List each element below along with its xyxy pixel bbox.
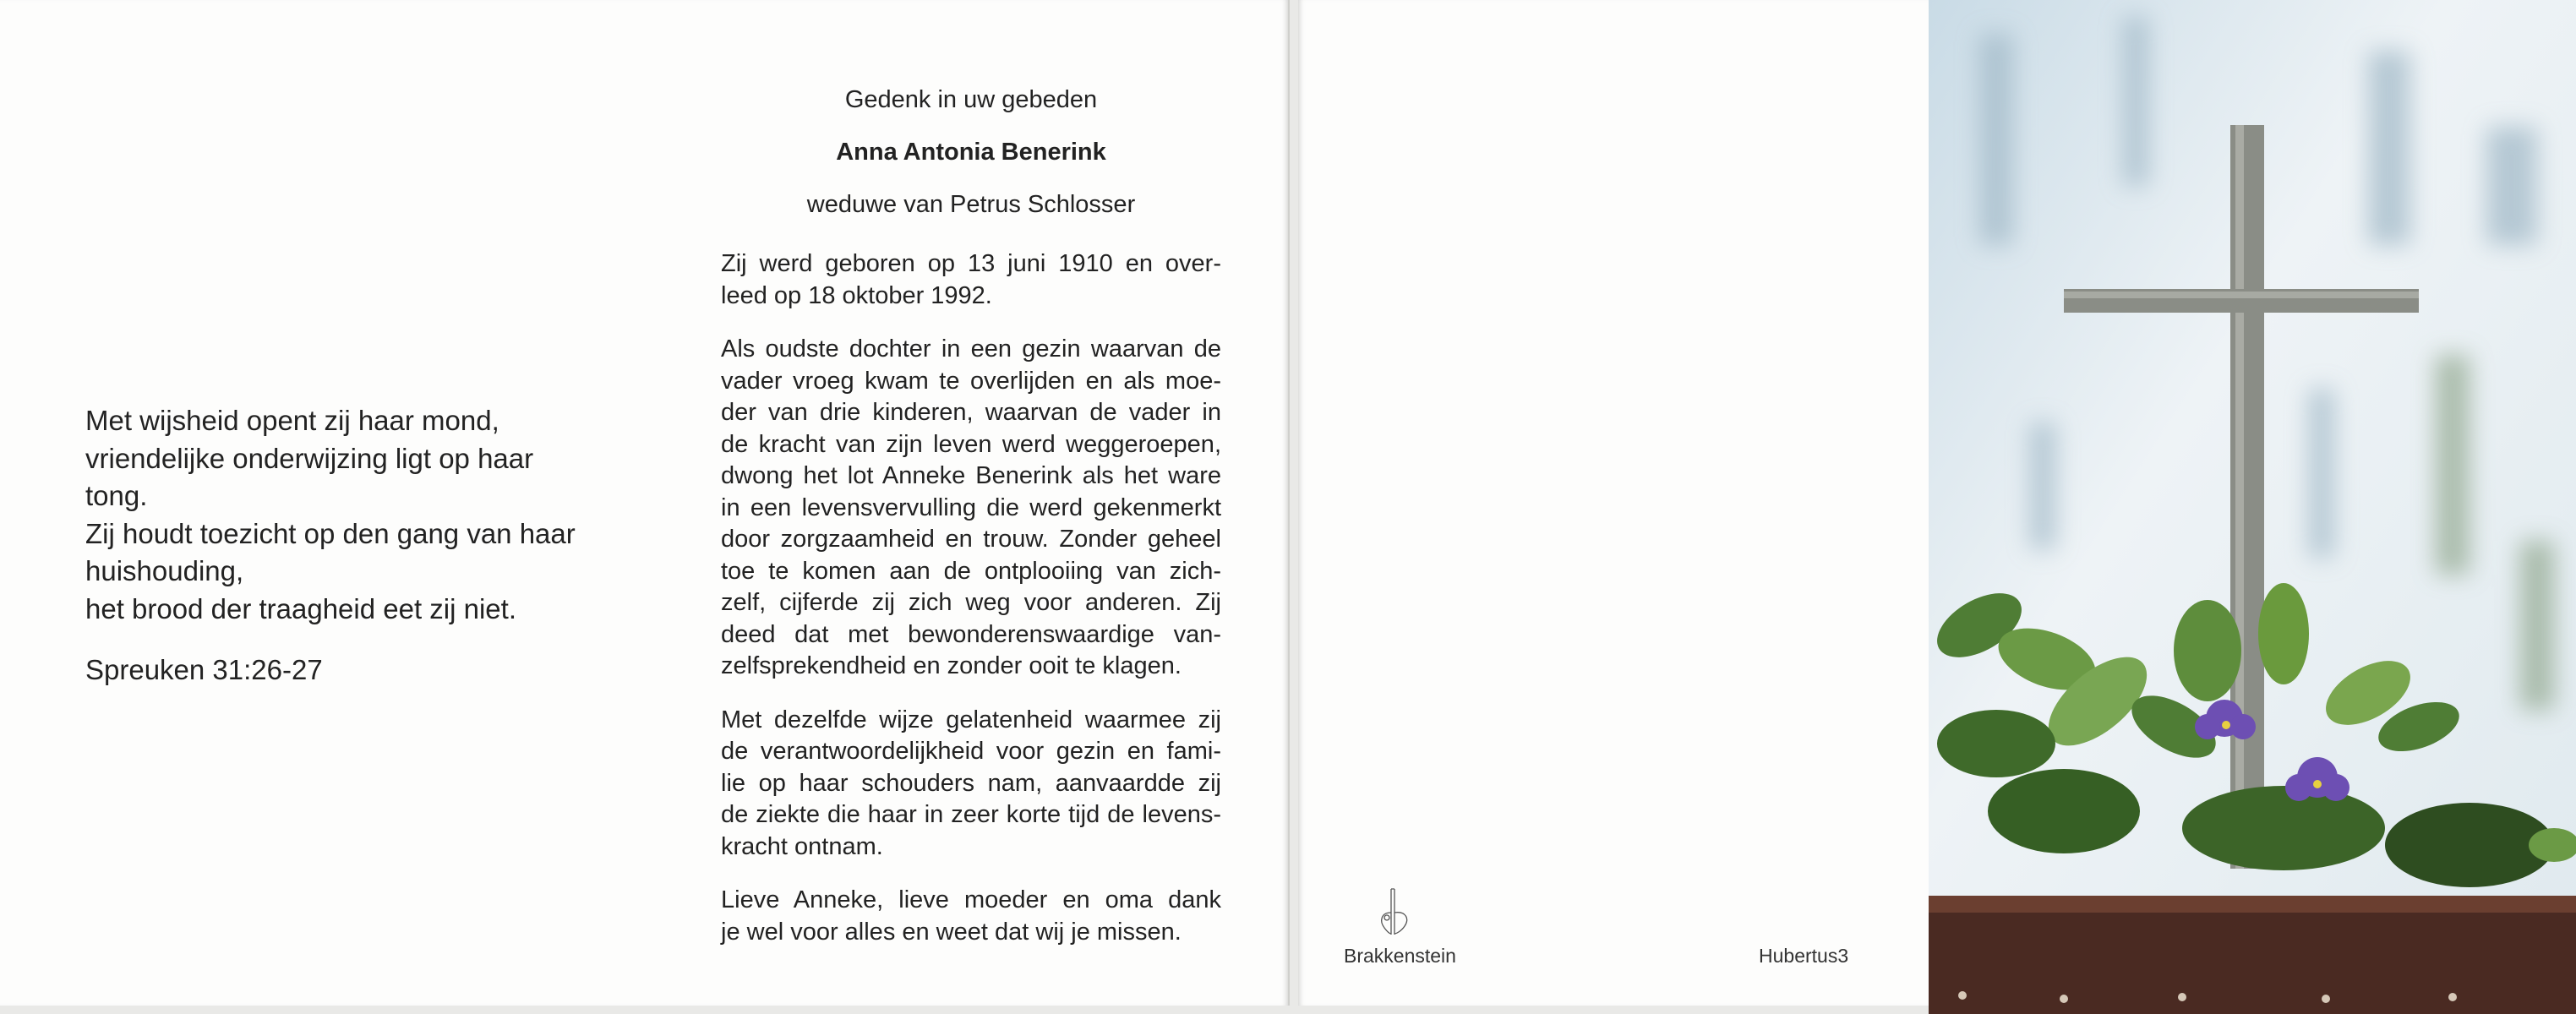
text-line: Zij werd geboren op 13 juni 1910 en over- xyxy=(721,250,1221,277)
paragraph-life xyxy=(721,334,1221,683)
publisher-name: Brakkenstein xyxy=(1344,945,1456,967)
text-line: zelfsprekendheid en zonder ooit te klagen. xyxy=(721,652,1182,679)
brakkenstein-logo-icon xyxy=(1378,887,1411,936)
bible-reference: Spreuken 31:26-27 xyxy=(85,654,323,685)
text-line: zelf, cijferde zij zich weg voor anderen. Zij xyxy=(721,589,1221,616)
paragraph-dates xyxy=(721,248,1221,312)
text-line: de verantwoordelijkheid voor gezin en fami- xyxy=(721,738,1221,765)
poem-line: vriendelijke onderwijzing ligt op haar xyxy=(85,442,534,474)
spouse-line: weduwe van Petrus Schlosser xyxy=(806,191,1136,218)
paragraph-farewell xyxy=(721,885,1221,948)
text-line: der van drie kinderen, waarvan de vader in xyxy=(721,399,1221,426)
text-line: Als oudste dochter in een gezin waarvan de xyxy=(721,335,1221,363)
text-line: lie op haar schouders nam, aanvaardde zij xyxy=(721,769,1221,797)
text-line: in een levensvervulling die werd gekenmerkt xyxy=(721,493,1221,521)
paragraph-illness xyxy=(721,705,1221,864)
text-line: Lieve Anneke, lieve moeder en oma dank xyxy=(721,886,1221,913)
cross-violets-photo xyxy=(1929,0,2576,1014)
poem-line: Met wijsheid opent zij haar mond, xyxy=(85,405,499,436)
heading: Gedenk in uw gebeden xyxy=(844,86,1098,113)
card-code: Hubertus3 xyxy=(1759,945,1849,967)
text-line: vader vroeg kwam te overlijden en als moe- xyxy=(721,367,1221,395)
deceased-name: Anna Antonia Benerink xyxy=(836,139,1106,166)
text-line: kracht ontnam. xyxy=(721,832,883,860)
text-line: door zorgzaamheid en trouw. Zonder geheel xyxy=(721,526,1221,553)
text-line: toe te komen aan de ontplooiing van zich- xyxy=(721,557,1221,585)
text-line: dwong het lot Anneke Benerink als het ware xyxy=(721,462,1221,489)
text-line: de kracht van zijn leven werd weggeroepen, xyxy=(721,430,1221,458)
text-line: deed dat met bewonderenswaardige van- xyxy=(721,620,1221,648)
text-line: de ziekte die haar in zeer korte tijd de levens- xyxy=(721,801,1221,828)
poem-line: tong. xyxy=(85,480,148,511)
poem-line: huishouding, xyxy=(85,555,244,586)
memorial-paragraphs xyxy=(721,248,1221,970)
poem-line: het brood der traagheid eet zij niet. xyxy=(85,592,517,624)
text-line: Met dezelfde wijze gelatenheid waarmee zij xyxy=(721,706,1221,733)
text-line: je wel voor alles en weet dat wij je missen. xyxy=(721,918,1182,946)
text-line: leed op 18 oktober 1992. xyxy=(721,281,992,309)
poem-line: Zij houdt toezicht op den gang van haar xyxy=(85,517,576,549)
inner-left-card xyxy=(0,0,1290,1006)
bible-quote xyxy=(85,402,576,690)
